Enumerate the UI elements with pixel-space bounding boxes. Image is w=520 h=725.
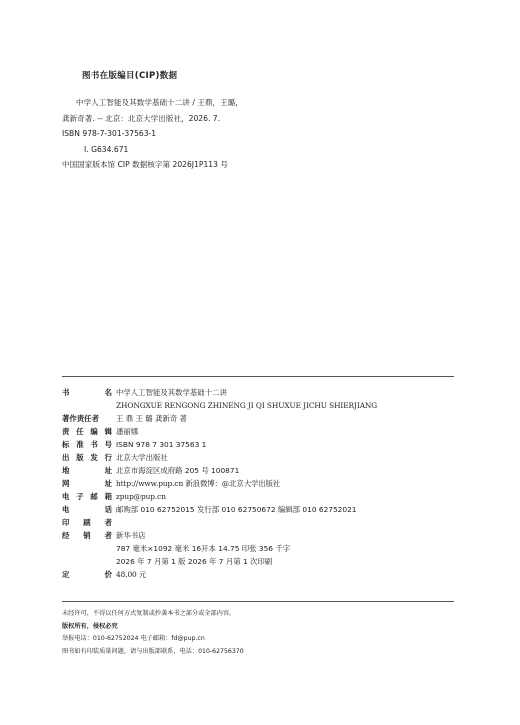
book-title-pinyin-row xyxy=(62,399,462,412)
editor-label: 责 任 编 辑 xyxy=(62,427,112,436)
email-label: 电 子 邮 箱 xyxy=(62,492,112,501)
publisher: 北京大学出版社 xyxy=(116,453,168,462)
authors: 王 鼎 王 璐 龚新奇 著 xyxy=(116,414,187,423)
address: 北京市海淀区成府路 205 号 100871 xyxy=(116,466,240,475)
book-title: 中学人工智能及其数学基础十二讲 xyxy=(116,388,227,397)
publication-info xyxy=(62,386,462,581)
website-row xyxy=(62,477,462,490)
rights-statement: 未经许可，不得以任何方式复制或抄袭本书之部分或全部内容。 xyxy=(62,610,236,617)
format-spec: 787 毫米×1092 毫米 16开本 14.75 印张 356 千字 xyxy=(116,544,291,553)
address-label: 地 址 xyxy=(62,466,112,475)
edition-row xyxy=(62,555,462,568)
cip-author-line: 龚新奇著. -- 北京：北京大学出版社，2026. 7. xyxy=(62,113,221,123)
distributor-row xyxy=(62,529,462,542)
phone: 邮购部 010 62752015 发行部 010 62750672 编辑部 010 62752021 xyxy=(116,505,357,514)
distributor-label: 经 销 者 xyxy=(62,531,112,540)
book-title-pinyin: ZHONGXUE RENGONG ZHINENG JI QI SHUXUE JICHU SHIERJIANG xyxy=(116,401,378,410)
isbn-label: 标 准 书 号 xyxy=(62,440,112,449)
distributor: 新华书店 xyxy=(116,531,146,540)
publisher-label: 出 版 发 行 xyxy=(62,453,112,462)
authors-label: 著作责任者 xyxy=(62,414,99,423)
bottom-divider xyxy=(62,601,454,602)
quality-contact: 图书如有印装质量问题，请与出版部联系，电话：010-62756370 xyxy=(62,647,244,655)
format-row xyxy=(62,542,462,555)
edition: 2026 年 7 月第 1 版 2026 年 7 月第 1 次印刷 xyxy=(116,557,273,566)
address-row xyxy=(62,464,462,477)
price: 48.00 元 xyxy=(116,570,147,579)
phone-row xyxy=(62,503,462,516)
isbn: ISBN 978 7 301 37563 1 xyxy=(116,440,207,449)
editor-row xyxy=(62,425,462,438)
cip-isbn-line: ISBN 978-7-301-37563-1 xyxy=(62,129,157,139)
authors-row xyxy=(62,412,462,425)
printer-row xyxy=(62,516,462,529)
email: zpup@pup.cn xyxy=(116,492,166,501)
cip-heading: 图书在版编目(CIP)数据 xyxy=(82,71,178,81)
cip-classification-line: Ⅰ. G634.671 xyxy=(84,144,129,154)
price-label: 定 价 xyxy=(62,570,112,579)
phone-label: 电 话 xyxy=(62,505,112,514)
report-contact: 举报电话：010-62752024 电子邮箱：fd@pup.cn xyxy=(62,635,205,643)
editor: 潘丽娜 xyxy=(116,427,139,436)
book-title-label: 书 名 xyxy=(62,388,112,397)
cip-title-line: 中学人工智能及其数学基础十二讲 / 王鼎，王璐， xyxy=(76,98,243,107)
printer-label: 印 刷 者 xyxy=(62,518,112,527)
website: http://www.pup.cn 新浪微博：@北京大学出版社 xyxy=(116,479,281,488)
publisher-row xyxy=(62,451,462,464)
rights-notice xyxy=(62,608,462,658)
website-label: 网 址 xyxy=(62,479,112,488)
cip-data-number: 中国国家版本馆 CIP 数据核字第 2026J1P113 号 xyxy=(62,160,228,170)
cip-record xyxy=(62,95,462,173)
top-divider xyxy=(62,376,454,377)
isbn-row xyxy=(62,438,462,451)
email-row xyxy=(62,490,462,503)
book-title-row xyxy=(62,386,462,399)
price-row xyxy=(62,568,462,581)
copyright-statement: 版权所有，侵权必究 xyxy=(62,622,118,630)
